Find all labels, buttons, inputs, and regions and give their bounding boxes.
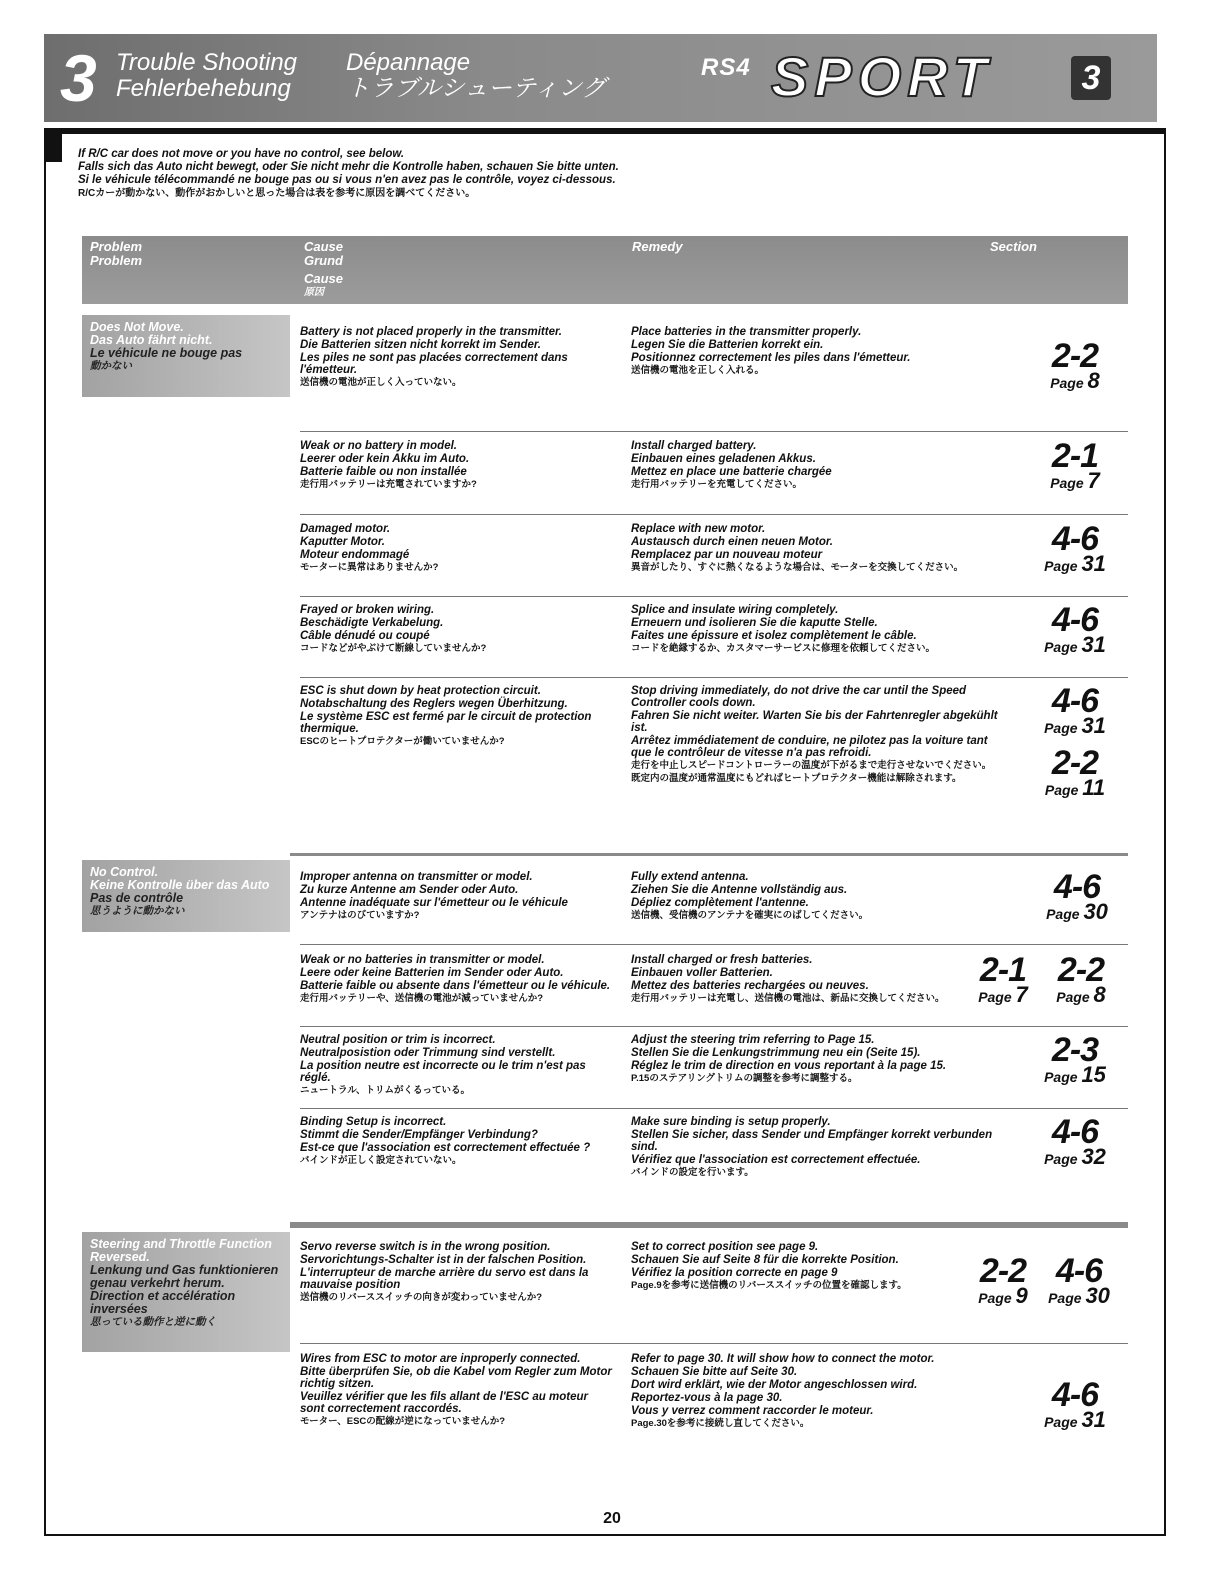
cause-de: Beschädigte Verkabelung. (300, 617, 444, 629)
title-fr: Dépannage (346, 49, 471, 76)
section-ref (1036, 1376, 1114, 1432)
title-en: Trouble Shooting (116, 49, 298, 76)
table-header (82, 236, 1128, 304)
section-number: 4-6 (1051, 601, 1099, 639)
section-number: 4-6 (1051, 682, 1099, 720)
remedy-jp: Page.9を参考に送信機のリバーススイッチの位置を確認します。 (631, 1280, 907, 1291)
cause-en: Battery is not placed properly in the transmitter. (300, 326, 563, 338)
page-number: 7 (1087, 468, 1100, 493)
cause-de: Leerer oder kein Akku im Auto. (300, 453, 470, 465)
problem-de: Keine Kontrolle über das Auto (90, 878, 270, 892)
page-label: Page (1044, 1069, 1078, 1085)
cause-cell (300, 523, 612, 575)
page-ref (1044, 982, 1118, 1007)
cause-jp: 送信機のリバーススイッチの向きが変わっていませんか? (300, 1292, 543, 1303)
table-row (300, 326, 1128, 422)
problem-jp: 思っている動作と逆に動く (90, 1316, 216, 1328)
table-row (300, 601, 1128, 674)
logo-suffix: 3 (1071, 56, 1111, 100)
page-number: 11 (1082, 775, 1106, 800)
problem-fr: Pas de contrôle (90, 891, 184, 905)
frame-corner (44, 128, 62, 162)
cause-de: Bitte überprüfen Sie, ob die Kabel vom Regler zum Motor richtig sitzen. (300, 1366, 612, 1390)
remedy-cell (631, 523, 1001, 575)
page-label: Page (1050, 475, 1084, 491)
page-label: Page (978, 1290, 1012, 1306)
remedy-en: Install charged or fresh batteries. (631, 954, 813, 966)
remedy-en: Fully extend antenna. (631, 871, 749, 883)
cause-de: Servorichtungs-Schalter ist in der falschen Position. (300, 1254, 587, 1266)
section-number: 2-2 (1057, 951, 1105, 989)
page-number: 8 (1087, 368, 1100, 393)
page-number: 31 (1081, 713, 1106, 738)
cause-fr: Antenne inadéquate sur l'émetteur ou le véhicule (300, 897, 568, 909)
page-label: Page (1044, 558, 1078, 574)
section-separator (290, 1222, 1128, 1228)
cause-fr: Batterie faible ou non installée (300, 466, 467, 478)
table-row (300, 1241, 1128, 1335)
section-number: 2-2 (979, 1252, 1027, 1290)
cause-jp: バインドが正しく設定されていない。 (300, 1155, 462, 1166)
remedy-de: Einbauen voller Batterien. (631, 967, 773, 979)
page-label: Page (1044, 639, 1078, 655)
remedy-cell (631, 326, 1001, 378)
remedy-en: Install charged battery. (631, 440, 757, 452)
cause-jp: 走行用バッテリーや、送信機の電池が減っていませんか? (300, 993, 544, 1004)
remedy-en: Stop driving immediately, do not drive the car until the Speed Controller cools down. (631, 685, 967, 709)
row-divider (300, 431, 1128, 432)
logo-main: SPORT (771, 45, 993, 108)
remedy-de: Stellen Sie die Lenkungstrimmung neu ein (Seite 15). (631, 1047, 921, 1059)
row-divider (300, 596, 1128, 597)
remedy-de: Legen Sie die Batterien korrekt ein. (631, 339, 824, 351)
problem-de: Lenkung und Gas funktionieren genau verkehrt herum. (90, 1263, 279, 1290)
remedy-jp: P.15のステアリングトリムの調整を参考に調整する。 (631, 1073, 858, 1084)
remedy-jp: バインドの設定を行います。 (631, 1167, 754, 1178)
title-de: Fehlerbehebung (116, 75, 291, 102)
header-cause-1: Cause (304, 239, 344, 254)
section-ref (966, 951, 1040, 1007)
section-number: 2-2 (1051, 337, 1099, 375)
header-cause-3: Cause (304, 271, 344, 286)
section-ref (966, 1252, 1040, 1308)
remedy-en: Set to correct position see page 9. (631, 1241, 819, 1253)
cause-en: Weak or no battery in model. (300, 440, 457, 452)
remedy-jp: Page.30を参考に接続し直してください。 (631, 1418, 810, 1429)
page-number: 30 (1085, 1283, 1110, 1308)
cause-cell (300, 871, 612, 923)
intro-text (78, 148, 619, 200)
section-ref (1036, 1113, 1114, 1169)
remedy-de-2: Dort wird erklärt, wie der Motor angeschlossen wird. (631, 1379, 918, 1391)
remedy-jp: 送信機、受信機のアンテナを確実にのばしてください。 (631, 910, 869, 921)
page-number: 31 (1081, 1407, 1106, 1432)
cause-cell (300, 1353, 612, 1429)
cause-cell (300, 1241, 612, 1305)
cause-en: Neutral position or trim is incorrect. (300, 1034, 496, 1046)
cause-en: Weak or no batteries in transmitter or model. (300, 954, 545, 966)
cause-fr: Veuillez vérifier que les fils allant de l'ESC au moteur sont correctement raccordés. (300, 1391, 588, 1415)
remedy-de: Schauen Sie auf Seite 8 für die korrekte Position. (631, 1254, 899, 1266)
remedy-jp: 走行用バッテリーを充電してください。 (631, 479, 803, 490)
section-number: 4-6 (1055, 1252, 1103, 1290)
section-number: 4-6 (1053, 868, 1101, 906)
intro-en: If R/C car does not move or you have no control, see below. (78, 148, 405, 160)
cause-cell (300, 1034, 612, 1098)
page-number: 8 (1093, 982, 1106, 1007)
cause-fr: La position neutre est incorrecte ou le trim n'est pas réglé. (300, 1060, 586, 1084)
page-ref (1036, 1062, 1114, 1087)
intro-fr: Si le véhicule télécommandé ne bouge pas ou si vous n'en avez pas le contrôle, voyez ci-dessous. (78, 174, 616, 186)
cause-de: Zu kurze Antenne am Sender oder Auto. (300, 884, 519, 896)
page-label: Page (1048, 1290, 1082, 1306)
section-ref (1040, 337, 1110, 393)
row-divider (300, 944, 1128, 945)
page-ref (1036, 551, 1114, 576)
problem-reversed (82, 1232, 290, 1352)
section-ref (1036, 520, 1114, 576)
section-number: 2-1 (1051, 437, 1099, 475)
cause-de: Die Batterien sitzen nicht korrekt im Sender. (300, 339, 541, 351)
remedy-cell (631, 1116, 1001, 1180)
remedy-jp: 送信機の電池を正しく入れる。 (631, 365, 765, 376)
page-ref (1040, 1283, 1118, 1308)
table-row (300, 682, 1128, 815)
cause-de: Kaputter Motor. (300, 536, 385, 548)
problem-en: Does Not Move. (90, 320, 184, 334)
page-number: 9 (1015, 1283, 1028, 1308)
page-number: 31 (1081, 632, 1106, 657)
cause-en: Frayed or broken wiring. (300, 604, 435, 616)
section-number: 4-6 (1051, 1113, 1099, 1151)
page-number-footer: 20 (603, 1510, 621, 1527)
problem-fr: Direction et accélération inversées (90, 1289, 236, 1316)
header-titles (116, 50, 297, 102)
cause-cell (300, 440, 612, 492)
problem-en: Steering and Throttle Function Reversed. (90, 1237, 272, 1264)
remedy-fr: Dépliez complètement l'antenne. (631, 897, 809, 909)
cause-de: Leere oder keine Batterien im Sender oder Auto. (300, 967, 564, 979)
page-number: 31 (1081, 551, 1106, 576)
section-ref (1036, 601, 1114, 657)
page-ref (966, 1283, 1040, 1308)
remedy-de: Fahren Sie nicht weiter. Warten Sie bis der Fahrtenregler abgekühlt ist. (631, 710, 998, 734)
cause-jp: モーター、ESCの配線が逆になっていませんか? (300, 1416, 506, 1427)
row-divider (300, 514, 1128, 515)
cause-cell (300, 954, 612, 1006)
cause-fr: L'interrupteur de marche arrière du servo est dans la mauvaise position (300, 1267, 589, 1291)
table-row (300, 1353, 1128, 1463)
remedy-en: Splice and insulate wiring completely. (631, 604, 839, 616)
table-row (300, 1031, 1128, 1104)
remedy-cell (631, 1241, 1001, 1293)
remedy-cell (631, 1034, 1001, 1086)
remedy-jp: 走行用バッテリーは充電し、送信機の電池は、新品に交換してください。 (631, 993, 945, 1004)
remedy-fr: Faites une épissure et isolez complètement le câble. (631, 630, 917, 642)
remedy-fr: Positionnez correctement les piles dans l'émetteur. (631, 352, 911, 364)
table-row (300, 520, 1128, 593)
section-ref (1036, 744, 1114, 800)
header-remedy: Remedy (632, 239, 683, 254)
page-label: Page (1056, 989, 1090, 1005)
page-label: Page (1044, 1151, 1078, 1167)
remedy-fr: Vérifiez que l'association est correctement effectuée. (631, 1154, 921, 1166)
cause-jp: アンテナはのびていますか? (300, 910, 420, 921)
cause-cell (300, 1116, 612, 1168)
cause-jp: モーターに異常はありませんか? (300, 562, 439, 573)
remedy-de: Stellen Sie sicher, dass Sender und Empfänger korrekt verbunden sind. (631, 1129, 993, 1153)
remedy-en: Replace with new motor. (631, 523, 766, 535)
page-ref (1036, 1407, 1114, 1432)
section-ref (1040, 868, 1114, 924)
section-number: 4-6 (1051, 520, 1099, 558)
remedy-de: Erneuern und isolieren Sie die kaputte Stelle. (631, 617, 878, 629)
cause-en: Wires from ESC to motor are inproperly connected. (300, 1353, 581, 1365)
row-divider (300, 1026, 1128, 1027)
remedy-en: Refer to page 30. It will show how to connect the motor. (631, 1353, 935, 1365)
remedy-fr: Vérifiez la position correcte en page 9 (631, 1267, 838, 1279)
remedy-de: Austausch durch einen neuen Motor. (631, 536, 833, 548)
section-separator (290, 853, 1128, 856)
logo-prefix: RS4 (701, 54, 751, 81)
page-ref (966, 982, 1040, 1007)
product-logo (701, 45, 1111, 110)
page-ref (1040, 899, 1114, 924)
remedy-cell (631, 1353, 1001, 1431)
page-label: Page (1044, 1414, 1078, 1430)
page-ref (1036, 632, 1114, 657)
intro-de: Falls sich das Auto nicht bewegt, oder Sie nicht mehr die Kontrolle haben, schauen Sie bitte unten. (78, 161, 619, 173)
cause-de: Notabschaltung des Reglers wegen Überhitzung. (300, 698, 568, 710)
cause-en: Binding Setup is incorrect. (300, 1116, 447, 1128)
header-titles-2 (346, 50, 606, 102)
row-divider (300, 1343, 1128, 1344)
page-number: 15 (1081, 1062, 1106, 1087)
cause-fr: Batterie faible ou absente dans l'émetteur ou le véhicule. (300, 980, 611, 992)
page-ref (1040, 468, 1110, 493)
cause-de: Stimmt die Sender/Empfänger Verbindung? (300, 1129, 538, 1141)
cause-jp: コードなどがやぶけて断線していませんか? (300, 643, 487, 654)
cause-fr: Câble dénudé ou coupé (300, 630, 430, 642)
cause-jp: 走行用バッテリーは充電されていますか? (300, 479, 477, 490)
header-problem-2: Problem (90, 253, 143, 268)
section-number: 4-6 (1051, 1376, 1099, 1414)
section-ref (1040, 1252, 1118, 1308)
table-row (300, 1113, 1128, 1186)
cause-fr: Moteur endommagé (300, 549, 410, 561)
section-number: 2-3 (1051, 1031, 1099, 1069)
page-ref (1036, 713, 1114, 738)
page-label: Page (978, 989, 1012, 1005)
section-ref (1036, 1031, 1114, 1087)
remedy-jp-2: 既定内の温度が通常温度にもどればヒートプロテクター機能は解除されます。 (631, 773, 962, 784)
page-label: Page (1046, 906, 1080, 922)
remedy-de: Einbauen eines geladenen Akkus. (631, 453, 816, 465)
problem-does-not-move (82, 315, 290, 397)
cause-jp: 送信機の電池が正しく入っていない。 (300, 377, 462, 388)
header-cause-2: Grund (304, 253, 343, 268)
remedy-jp: 異音がしたり、すぐに熱くなるような場合は、モーターを交換してください。 (631, 562, 964, 573)
problem-fr: Le véhicule ne bouge pas (90, 346, 243, 360)
remedy-en: Place batteries in the transmitter properly. (631, 326, 862, 338)
remedy-fr: Remplacez par un nouveau moteur (631, 549, 823, 561)
remedy-en: Adjust the steering trim referring to Page 15. (631, 1034, 875, 1046)
remedy-de: Ziehen Sie die Antenne vollständig aus. (631, 884, 848, 896)
section-ref (1036, 682, 1114, 738)
page-ref (1036, 775, 1114, 800)
cause-cell (300, 685, 612, 749)
cause-jp: ニュートラル、トリムがくるっている。 (300, 1085, 470, 1096)
page-number: 7 (1015, 982, 1028, 1007)
row-divider (300, 1108, 1128, 1109)
problem-no-control (82, 860, 290, 932)
header-problem-1: Problem (90, 239, 143, 254)
table-row (300, 951, 1128, 1024)
remedy-fr: Mettez des batteries rechargées ou neuves. (631, 980, 869, 992)
section-number: 2-2 (1051, 744, 1099, 782)
chapter-number: 3 (60, 41, 97, 115)
section-ref (1044, 951, 1118, 1007)
page-number: 30 (1083, 899, 1108, 924)
header-cause-4: 原因 (304, 287, 324, 298)
remedy-jp: 走行を中止しスピードコントローラーの温度が下がるまで走行させないでください。 (631, 760, 992, 771)
page-ref (1036, 1144, 1114, 1169)
section-ref (1040, 437, 1110, 493)
page-label: Page (1044, 720, 1078, 736)
remedy-fr: Mettez en place une batterie chargée (631, 466, 832, 478)
cause-de: Neutralposistion oder Trimmung sind verstellt. (300, 1047, 556, 1059)
remedy-fr: Arrêtez immédiatement de conduire, ne pilotez pas la voiture tant que le contrôleur de vitesse n'a pas refroidi. (631, 735, 988, 759)
remedy-cell (631, 954, 1001, 1006)
cause-en: Servo reverse switch is in the wrong position. (300, 1241, 551, 1253)
remedy-fr-2: Vous y verrez comment raccorder le moteur. (631, 1405, 874, 1417)
problem-jp: 思うように動かない (90, 905, 185, 917)
page-label: Page (1044, 782, 1079, 798)
cause-jp: ESCのヒートプロテクターが働いていませんか? (300, 736, 505, 747)
remedy-de: Schauen Sie bitte auf Seite 30. (631, 1366, 798, 1378)
intro-jp: R/Cカーが動かない、動作がおかしいと思った場合は表を参考に原因を調べてください。 (78, 188, 476, 199)
cause-en: ESC is shut down by heat protection circuit. (300, 685, 541, 697)
remedy-cell (631, 685, 1001, 786)
cause-cell (300, 604, 612, 656)
cause-en: Improper antenna on transmitter or model. (300, 871, 533, 883)
cause-fr: Est-ce que l'association est correctement effectuée ? (300, 1142, 591, 1154)
page-header (44, 34, 1157, 122)
page-ref (1040, 368, 1110, 393)
title-jp: トラブルシューティング (346, 75, 606, 102)
page-label: Page (1050, 375, 1084, 391)
problem-jp: 動かない (90, 360, 132, 372)
cause-en: Damaged motor. (300, 523, 391, 535)
table-row (300, 437, 1128, 510)
remedy-fr: Reportez-vous à la page 30. (631, 1392, 783, 1404)
remedy-fr: Réglez le trim de direction en vous reportant à la page 15. (631, 1060, 947, 1072)
page-number: 32 (1081, 1144, 1106, 1169)
row-divider (300, 677, 1128, 678)
problem-en: No Control. (90, 865, 159, 879)
table-row (300, 868, 1128, 937)
cause-fr: Les piles ne sont pas placées correctement dans l'émetteur. (300, 352, 568, 376)
remedy-en: Make sure binding is setup properly. (631, 1116, 831, 1128)
cause-cell (300, 326, 612, 390)
remedy-cell (631, 871, 1001, 923)
remedy-cell (631, 440, 1001, 492)
section-number: 2-1 (979, 951, 1027, 989)
cause-fr: Le système ESC est fermé par le circuit de protection thermique. (300, 711, 592, 735)
problem-de: Das Auto fährt nicht. (90, 333, 213, 347)
remedy-cell (631, 604, 1001, 656)
header-section: Section (990, 239, 1037, 254)
remedy-jp: コードを絶縁するか、カスタマーサービスに修理を依頼してください。 (631, 643, 936, 654)
